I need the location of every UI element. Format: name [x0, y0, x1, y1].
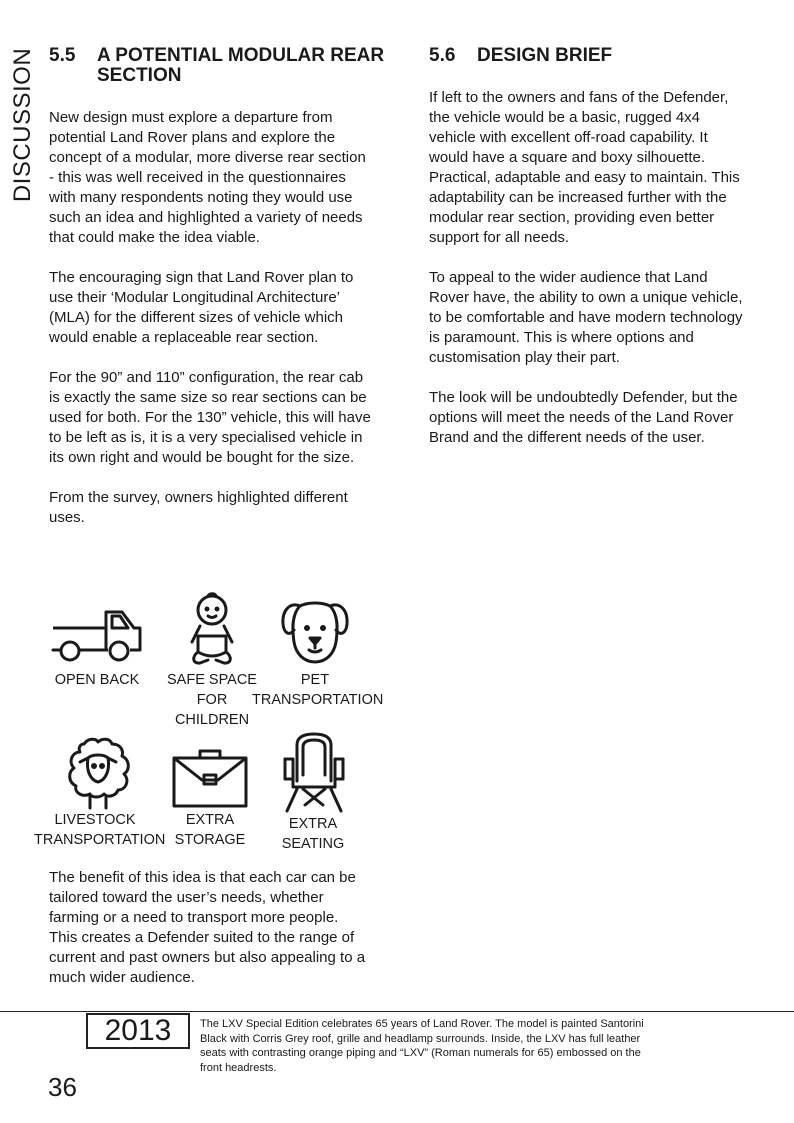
paragraph: The look will be undoubtedly Defender, but the options will meet the needs of the Land Rover Brand and the different needs of the user. [429, 389, 738, 446]
caption-line: LIVESTOCK [54, 812, 136, 828]
footnote: The LXV Special Edition celebrates 65 years of Land Rover. The model is painted Santorini Black with Corris Grey roof, grille and headlamp surrounds. Inside, the LXV has full leather seats with contrasting orange piping and “LXV” (Roman numerals for 65) embossed on the front headrests. [200, 1018, 644, 1074]
icon-caption [160, 810, 260, 850]
paragraph: The benefit of this idea is that each car can be tailored toward the user’s needs, whether farming or a need to transport more people. This creates a Defender suited to the range of current and past owners but also appealing to a much wider audience. [49, 869, 366, 986]
caption-line: PET [300, 672, 330, 688]
heading-title-line: A POTENTIAL MODULAR REAR [97, 45, 385, 66]
page-number: 36 [48, 1072, 77, 1102]
heading-title [97, 46, 384, 86]
caption-line: OPEN BACK [54, 672, 140, 688]
caption-line: TRANSPORTATION [34, 832, 166, 848]
caption-line: SAFE SPACE [167, 672, 257, 688]
icon-caption [40, 670, 154, 690]
caption-line: TRANSPORTATION [252, 692, 384, 708]
icon-caption [34, 810, 166, 850]
paragraph: For the 90” and 110” configuration, the rear cab is exactly the same size so rear sections can be used for both. For the 130” vehicle, this will have to be left as is, it is a very specialised vehicle in its own right and would be bought for the size. [49, 369, 371, 466]
footer-divider [0, 1011, 794, 1012]
paragraph: To appeal to the wider audience that Land Rover have, the ability to own a unique vehicle, to be comfortable and have modern technology is paramount. This is where options and customisation play their part. [429, 269, 743, 366]
caption-line: SEATING [281, 836, 345, 852]
closing-paragraph [49, 868, 369, 988]
heading-number: 5.5 [49, 45, 76, 66]
caption-line: STORAGE [174, 832, 246, 848]
paragraph: From the survey, owners highlighted different uses. [49, 489, 348, 526]
year-box: 2013 [86, 1013, 190, 1049]
icon-caption [158, 670, 266, 730]
caption-line: CHILDREN [174, 712, 250, 728]
sheep-icon [64, 736, 132, 812]
side-label-text: DISCUSSION [9, 47, 36, 203]
chair-icon [283, 731, 345, 813]
heading-title: DESIGN BRIEF [477, 45, 613, 66]
left-body [49, 108, 374, 548]
section-side-label [5, 47, 41, 203]
heading-5-5 [49, 46, 389, 88]
pickup-truck-icon [50, 606, 144, 664]
heading-title-line: SECTION [97, 65, 182, 86]
paragraph: The encouraging sign that Land Rover plan to use their ‘Modular Longitudinal Architecture’ (MLA) for the different sizes of vehicle which would enable a replaceable rear section. [49, 269, 354, 346]
paragraph: If left to the owners and fans of the Defender, the vehicle would be a basic, rugged 4x4 vehicle with excellent off-road capability. It would have a square and boxy silhouette. Practical, adaptable and easy to maintain. This adaptability can be increased further with the modular rear section, providing even better support for all needs. [429, 89, 740, 246]
paragraph: New design must explore a departure from potential Land Rover plans and explore the concept of a modular, more diverse rear section - this was well received in the questionnaires with many respondents noting they would use such an idea and highlighted a variety of needs that could make the idea viable. [49, 109, 366, 246]
right-body [429, 88, 747, 468]
heading-number: 5.6 [429, 45, 456, 66]
caption-line: FOR [196, 692, 228, 708]
briefcase-icon [172, 748, 248, 808]
dog-icon [280, 598, 350, 666]
icon-caption [252, 670, 384, 710]
baby-icon [186, 592, 238, 666]
caption-line: EXTRA [185, 812, 235, 828]
caption-line: EXTRA [288, 816, 338, 832]
heading-5-6 [429, 46, 729, 68]
icon-caption [264, 814, 362, 854]
